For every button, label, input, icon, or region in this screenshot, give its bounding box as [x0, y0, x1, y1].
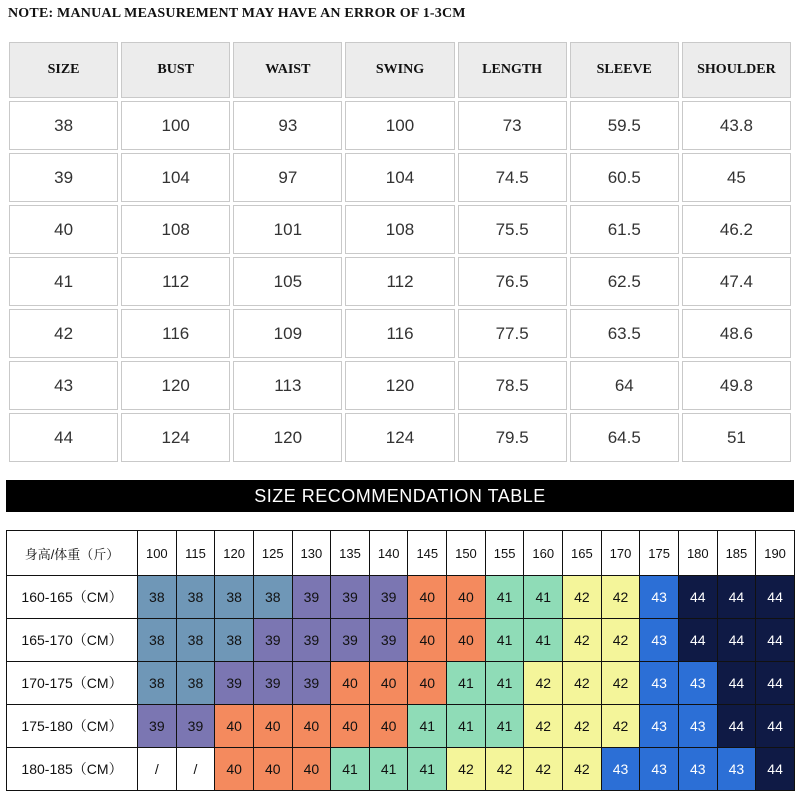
table-row	[9, 205, 791, 254]
size-cell: 39	[292, 662, 331, 705]
table-row	[9, 413, 791, 462]
table-cell: 100	[345, 101, 454, 150]
column-header: SWING	[345, 42, 454, 98]
size-cell: 40	[292, 705, 331, 748]
table-cell: 104	[345, 153, 454, 202]
size-cell: 38	[176, 576, 215, 619]
weight-header: 145	[408, 531, 447, 576]
size-cell: 41	[485, 576, 524, 619]
height-label: 165-170（CM）	[7, 619, 138, 662]
table-row	[9, 257, 791, 306]
size-cell: 38	[176, 619, 215, 662]
size-cell: 43	[678, 705, 717, 748]
height-label: 160-165（CM）	[7, 576, 138, 619]
column-header: BUST	[121, 42, 230, 98]
size-cell: 40	[369, 662, 408, 705]
size-cell: 40	[369, 705, 408, 748]
size-cell: 42	[524, 662, 563, 705]
table-cell: 39	[9, 153, 118, 202]
size-cell: 39	[215, 662, 254, 705]
weight-header: 190	[756, 531, 795, 576]
table-cell: 104	[121, 153, 230, 202]
size-cell: 43	[678, 748, 717, 791]
size-cell: 44	[717, 662, 756, 705]
size-cell: 41	[524, 576, 563, 619]
size-cell: 42	[601, 619, 640, 662]
size-cell: 43	[601, 748, 640, 791]
height-row	[7, 705, 795, 748]
size-cell: 44	[756, 662, 795, 705]
size-cell: 41	[408, 705, 447, 748]
column-header: LENGTH	[458, 42, 567, 98]
size-cell: 42	[485, 748, 524, 791]
table-cell: 116	[121, 309, 230, 358]
size-cell: 43	[717, 748, 756, 791]
table-row	[9, 153, 791, 202]
size-cell: 44	[756, 705, 795, 748]
table-cell: 59.5	[570, 101, 679, 150]
recommendation-banner: SIZE RECOMMENDATION TABLE	[6, 480, 794, 512]
size-cell: 42	[563, 748, 602, 791]
table-cell: 105	[233, 257, 342, 306]
table-cell: 49.8	[682, 361, 791, 410]
height-row	[7, 576, 795, 619]
weight-header: 135	[331, 531, 370, 576]
table-cell: 73	[458, 101, 567, 150]
table-cell: 74.5	[458, 153, 567, 202]
table-cell: 78.5	[458, 361, 567, 410]
height-row	[7, 619, 795, 662]
size-cell: 39	[253, 619, 292, 662]
table-cell: 108	[345, 205, 454, 254]
table-cell: 112	[345, 257, 454, 306]
size-cell: 40	[331, 662, 370, 705]
table-cell: 100	[121, 101, 230, 150]
table-cell: 45	[682, 153, 791, 202]
weight-header: 165	[563, 531, 602, 576]
table-cell: 64	[570, 361, 679, 410]
table-cell: 77.5	[458, 309, 567, 358]
table-cell: 46.2	[682, 205, 791, 254]
table-cell: 61.5	[570, 205, 679, 254]
height-label: 175-180（CM）	[7, 705, 138, 748]
size-cell: 44	[678, 619, 717, 662]
size-cell: 40	[215, 748, 254, 791]
size-cell: 41	[331, 748, 370, 791]
weight-header: 175	[640, 531, 679, 576]
table-row	[9, 309, 791, 358]
measurement-header-row	[9, 42, 791, 98]
size-cell: 44	[756, 619, 795, 662]
weight-header: 140	[369, 531, 408, 576]
table-row	[9, 101, 791, 150]
table-cell: 43	[9, 361, 118, 410]
table-cell: 113	[233, 361, 342, 410]
height-row	[7, 662, 795, 705]
size-cell: 40	[215, 705, 254, 748]
table-cell: 97	[233, 153, 342, 202]
size-cell: 42	[563, 662, 602, 705]
table-cell: 41	[9, 257, 118, 306]
weight-header: 100	[138, 531, 177, 576]
size-recommendation-table	[6, 530, 795, 791]
size-cell: 41	[485, 619, 524, 662]
table-cell: 47.4	[682, 257, 791, 306]
size-cell: 39	[176, 705, 215, 748]
table-cell: 93	[233, 101, 342, 150]
size-cell: 38	[253, 576, 292, 619]
height-label: 180-185（CM）	[7, 748, 138, 791]
table-cell: 40	[9, 205, 118, 254]
size-cell: 39	[369, 619, 408, 662]
size-cell: 40	[408, 662, 447, 705]
size-cell: /	[176, 748, 215, 791]
size-cell: 39	[331, 619, 370, 662]
column-header: SLEEVE	[570, 42, 679, 98]
table-cell: 101	[233, 205, 342, 254]
weight-header: 120	[215, 531, 254, 576]
table-cell: 124	[345, 413, 454, 462]
table-cell: 48.6	[682, 309, 791, 358]
size-cell: 39	[292, 576, 331, 619]
size-cell: 43	[640, 619, 679, 662]
size-cell: 43	[640, 662, 679, 705]
table-cell: 62.5	[570, 257, 679, 306]
size-cell: 38	[215, 619, 254, 662]
size-cell: 43	[678, 662, 717, 705]
size-cell: 42	[563, 619, 602, 662]
size-cell: 39	[331, 576, 370, 619]
weight-header: 180	[678, 531, 717, 576]
size-cell: 44	[717, 576, 756, 619]
table-cell: 75.5	[458, 205, 567, 254]
measurement-note: NOTE: MANUAL MEASUREMENT MAY HAVE AN ERROR OF 1-3CM	[8, 6, 466, 21]
measurement-table	[6, 39, 794, 465]
size-cell: 43	[640, 576, 679, 619]
size-cell: 40	[253, 748, 292, 791]
size-cell: 42	[563, 576, 602, 619]
size-cell: 42	[601, 662, 640, 705]
weight-header: 150	[447, 531, 486, 576]
height-label: 170-175（CM）	[7, 662, 138, 705]
size-cell: 40	[408, 576, 447, 619]
column-header: SIZE	[9, 42, 118, 98]
size-cell: 42	[601, 705, 640, 748]
table-cell: 38	[9, 101, 118, 150]
table-row	[9, 361, 791, 410]
table-cell: 64.5	[570, 413, 679, 462]
size-cell: 44	[717, 705, 756, 748]
size-cell: /	[138, 748, 177, 791]
table-cell: 76.5	[458, 257, 567, 306]
size-cell: 44	[678, 576, 717, 619]
size-cell: 42	[524, 748, 563, 791]
size-cell: 38	[138, 662, 177, 705]
size-cell: 42	[447, 748, 486, 791]
size-cell: 38	[138, 619, 177, 662]
weight-header: 160	[524, 531, 563, 576]
table-cell: 60.5	[570, 153, 679, 202]
size-cell: 39	[253, 662, 292, 705]
table-cell: 43.8	[682, 101, 791, 150]
size-cell: 38	[176, 662, 215, 705]
size-cell: 41	[485, 705, 524, 748]
table-cell: 42	[9, 309, 118, 358]
size-cell: 42	[563, 705, 602, 748]
table-cell: 51	[682, 413, 791, 462]
size-cell: 40	[447, 619, 486, 662]
weight-header-row	[7, 531, 795, 576]
size-cell: 44	[756, 748, 795, 791]
size-cell: 42	[524, 705, 563, 748]
weight-header: 155	[485, 531, 524, 576]
size-cell: 40	[408, 619, 447, 662]
size-cell: 38	[215, 576, 254, 619]
weight-header: 185	[717, 531, 756, 576]
size-cell: 40	[447, 576, 486, 619]
size-cell: 41	[447, 662, 486, 705]
weight-header: 125	[253, 531, 292, 576]
size-cell: 43	[640, 705, 679, 748]
table-cell: 120	[345, 361, 454, 410]
size-cell: 42	[601, 576, 640, 619]
column-header: WAIST	[233, 42, 342, 98]
weight-header: 130	[292, 531, 331, 576]
height-row	[7, 748, 795, 791]
table-cell: 124	[121, 413, 230, 462]
table-cell: 63.5	[570, 309, 679, 358]
size-cell: 44	[717, 619, 756, 662]
size-cell: 39	[292, 619, 331, 662]
size-cell: 38	[138, 576, 177, 619]
weight-header: 170	[601, 531, 640, 576]
size-cell: 41	[447, 705, 486, 748]
table-cell: 116	[345, 309, 454, 358]
size-cell: 39	[369, 576, 408, 619]
size-cell: 43	[640, 748, 679, 791]
size-cell: 40	[292, 748, 331, 791]
table-cell: 109	[233, 309, 342, 358]
corner-label: 身高/体重（斤）	[7, 531, 138, 576]
weight-header: 115	[176, 531, 215, 576]
size-cell: 44	[756, 576, 795, 619]
size-cell: 40	[253, 705, 292, 748]
size-cell: 41	[369, 748, 408, 791]
size-cell: 41	[408, 748, 447, 791]
table-cell: 108	[121, 205, 230, 254]
size-cell: 40	[331, 705, 370, 748]
size-cell: 39	[138, 705, 177, 748]
table-cell: 44	[9, 413, 118, 462]
table-cell: 79.5	[458, 413, 567, 462]
size-cell: 41	[524, 619, 563, 662]
column-header: SHOULDER	[682, 42, 791, 98]
table-cell: 120	[233, 413, 342, 462]
table-cell: 120	[121, 361, 230, 410]
size-cell: 41	[485, 662, 524, 705]
table-cell: 112	[121, 257, 230, 306]
